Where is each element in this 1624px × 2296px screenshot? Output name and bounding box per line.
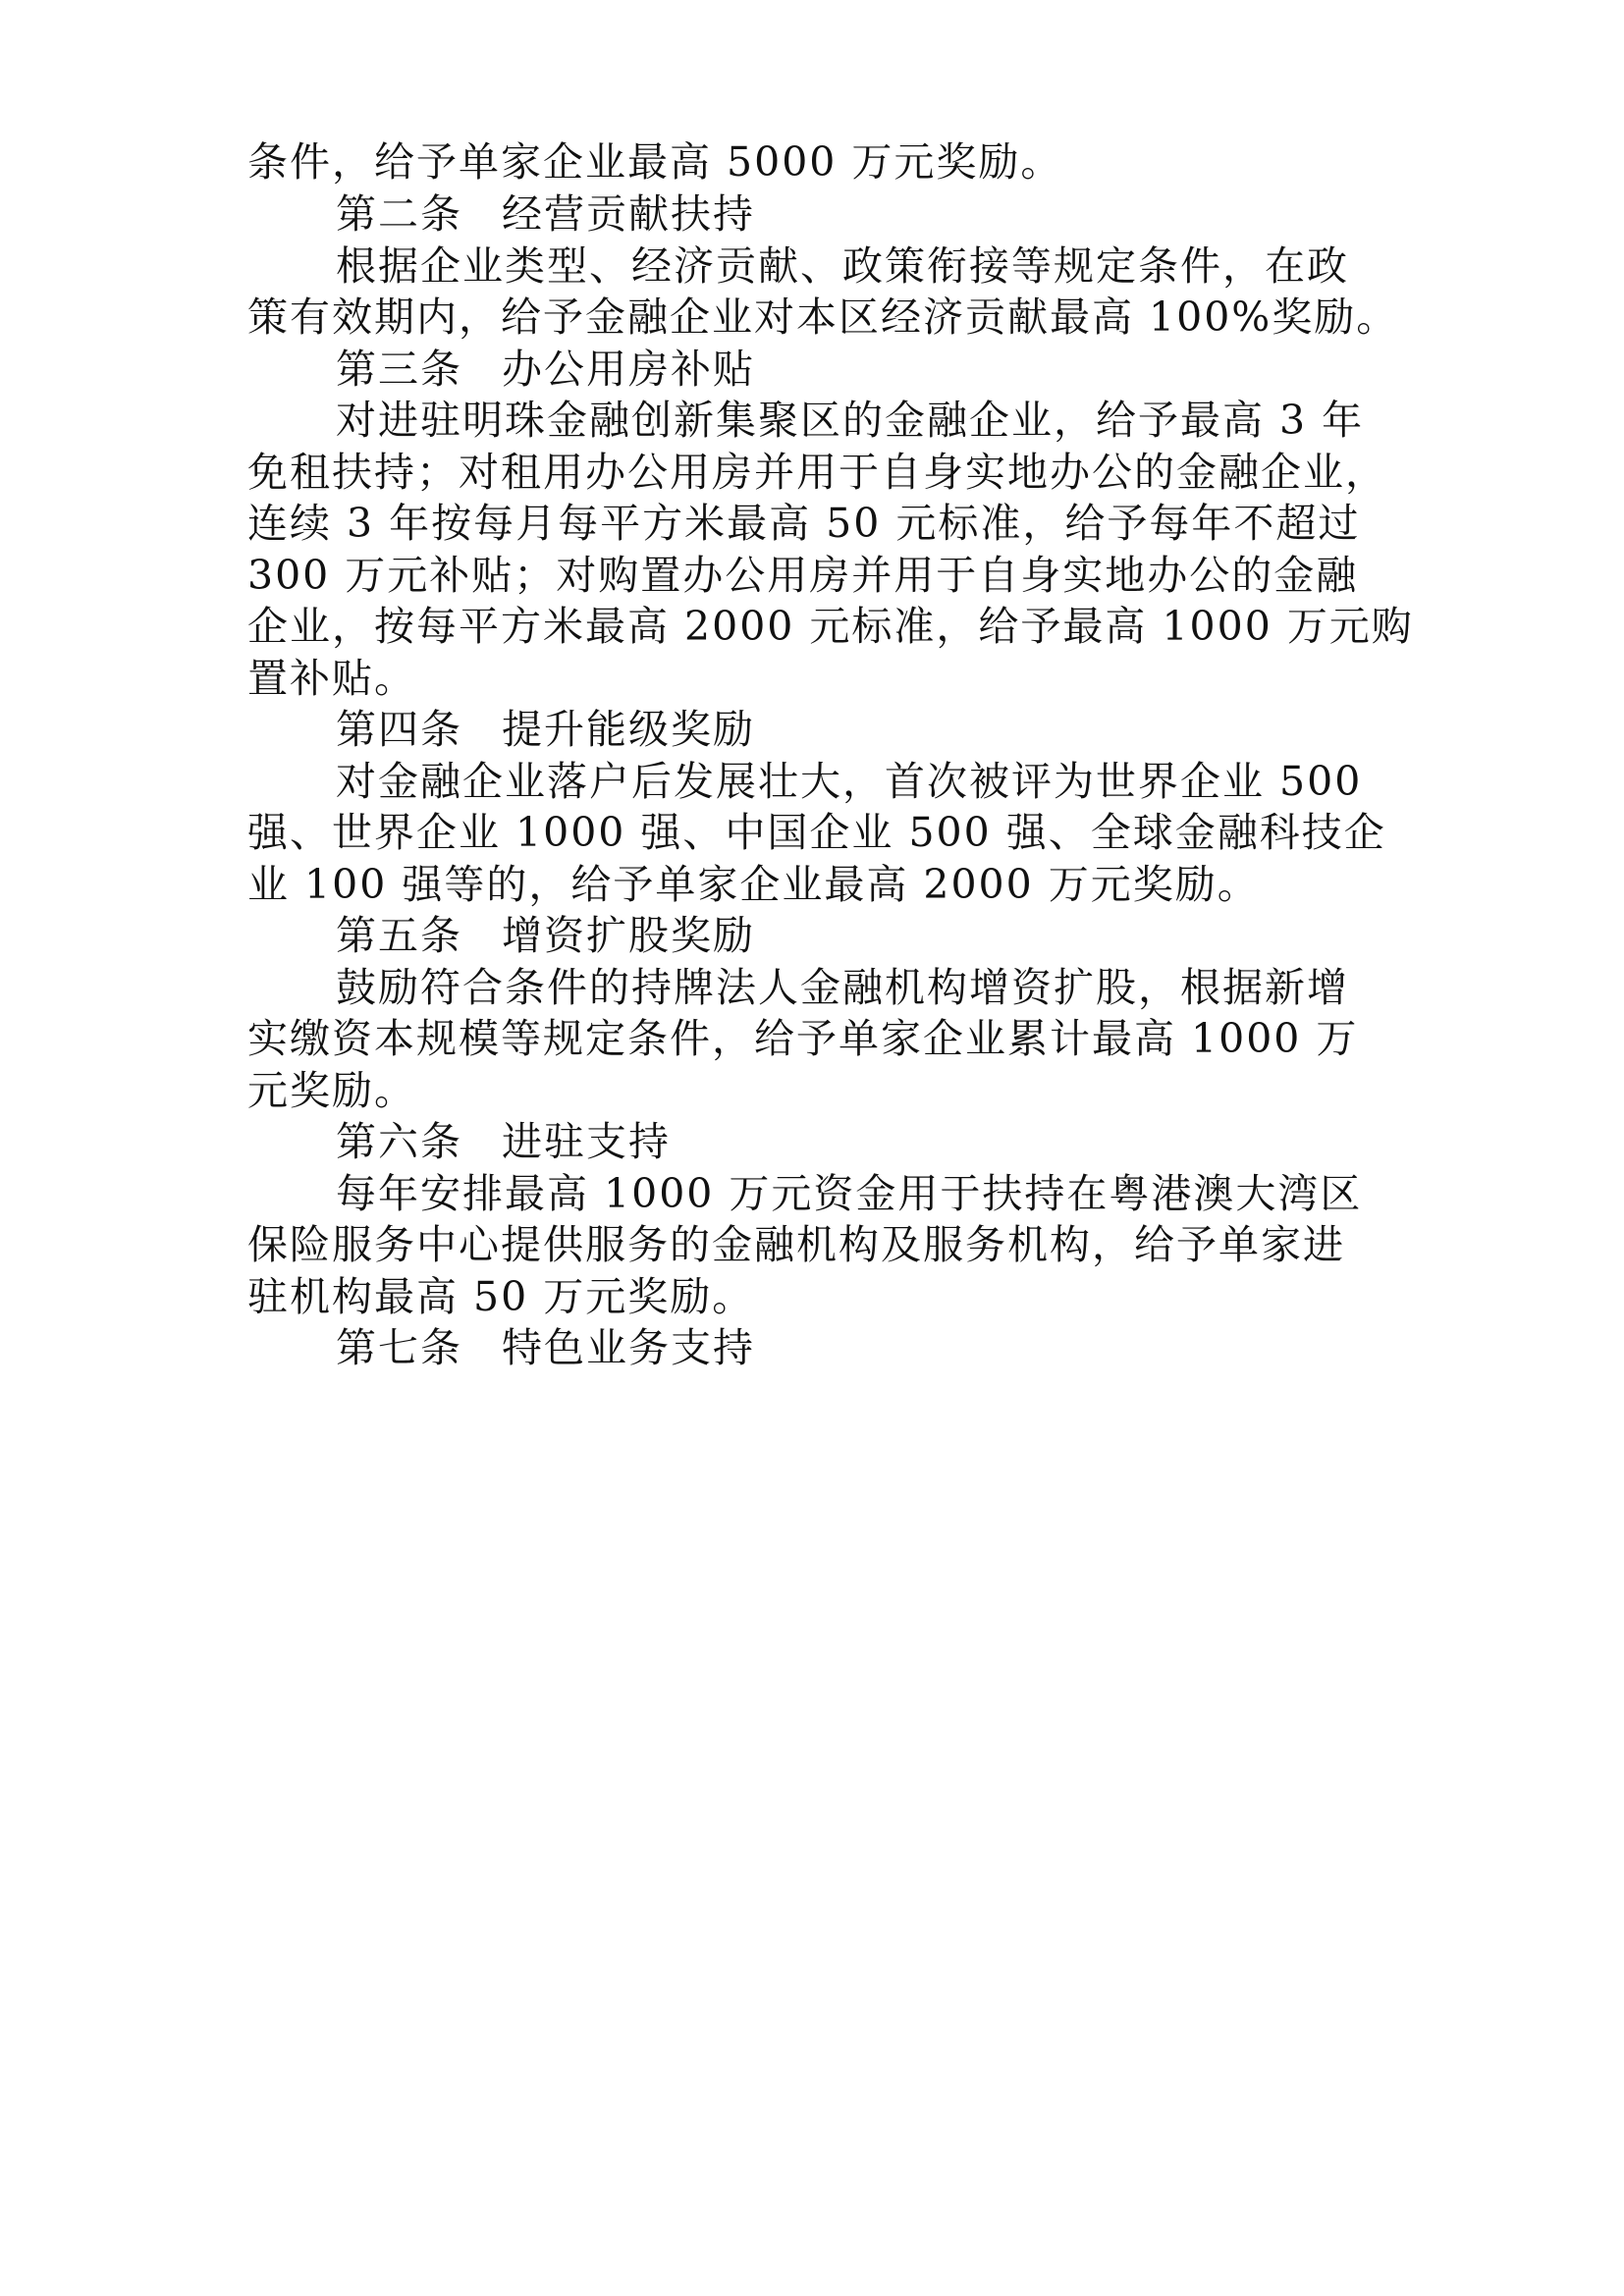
article-heading-4 [336, 700, 755, 759]
paragraph-line: 条件，给予单家企业最高 5000 万元奖励。 [247, 138, 1063, 186]
article-title: 增资扩股奖励 [502, 912, 755, 959]
article-heading-7 [336, 1318, 755, 1377]
article-heading-3 [336, 340, 755, 399]
article-title: 特色业务支持 [502, 1324, 755, 1371]
paragraph-line: 业 100 强等的，给予单家企业最高 2000 万元奖励。 [247, 861, 1260, 908]
article-number: 第三条 [336, 346, 462, 393]
paragraph-line: 企业，按每平方米最高 2000 元标准，给予最高 1000 万元购 [247, 603, 1414, 650]
article-title: 办公用房补贴 [502, 346, 755, 393]
article-heading-5 [336, 906, 755, 965]
paragraph-line: 置补贴。 [247, 655, 416, 702]
article-title: 进驻支持 [502, 1118, 671, 1165]
article-heading-2 [336, 185, 755, 243]
paragraph-line: 实缴资本规模等规定条件，给予单家企业累计最高 1000 万 [247, 1015, 1359, 1062]
paragraph-line: 鼓励符合条件的持牌法人金融机构增资扩股，根据新增 [336, 964, 1349, 1011]
paragraph-line: 免租扶持；对租用办公用房并用于自身实地办公的金融企业， [247, 449, 1387, 496]
article-title: 提升能级奖励 [502, 706, 755, 753]
paragraph-line: 连续 3 年按每月每平方米最高 50 元标准，给予每年不超过 [247, 500, 1361, 547]
paragraph-line: 强、世界企业 1000 强、中国企业 500 强、全球金融科技企 [247, 809, 1386, 856]
paragraph-line: 对金融企业落户后发展壮大，首次被评为世界企业 500 [336, 758, 1363, 805]
paragraph-line: 300 万元补贴；对购置办公用房并用于自身实地办公的金融 [247, 552, 1359, 599]
paragraph-line: 对进驻明珠金融创新集聚区的金融企业，给予最高 3 年 [336, 397, 1365, 444]
article-number: 第六条 [336, 1118, 462, 1165]
paragraph-line: 根据企业类型、经济贡献、政策衔接等规定条件，在政 [336, 242, 1349, 290]
article-number: 第五条 [336, 912, 462, 959]
paragraph-line: 驻机构最高 50 万元奖励。 [247, 1273, 755, 1320]
paragraph-line: 策有效期内，给予金融企业对本区经济贡献最高 100%奖励。 [247, 294, 1399, 341]
paragraph-line: 元奖励。 [247, 1067, 416, 1114]
article-number: 第七条 [336, 1324, 462, 1371]
article-number: 第四条 [336, 706, 462, 753]
article-number: 第二条 [336, 190, 462, 238]
paragraph-line: 每年安排最高 1000 万元资金用于扶持在粤港澳大湾区 [336, 1170, 1363, 1217]
paragraph-line: 保险服务中心提供服务的金融机构及服务机构，给予单家进 [247, 1221, 1345, 1268]
article-heading-6 [336, 1112, 671, 1171]
article-title: 经营贡献扶持 [502, 190, 755, 238]
